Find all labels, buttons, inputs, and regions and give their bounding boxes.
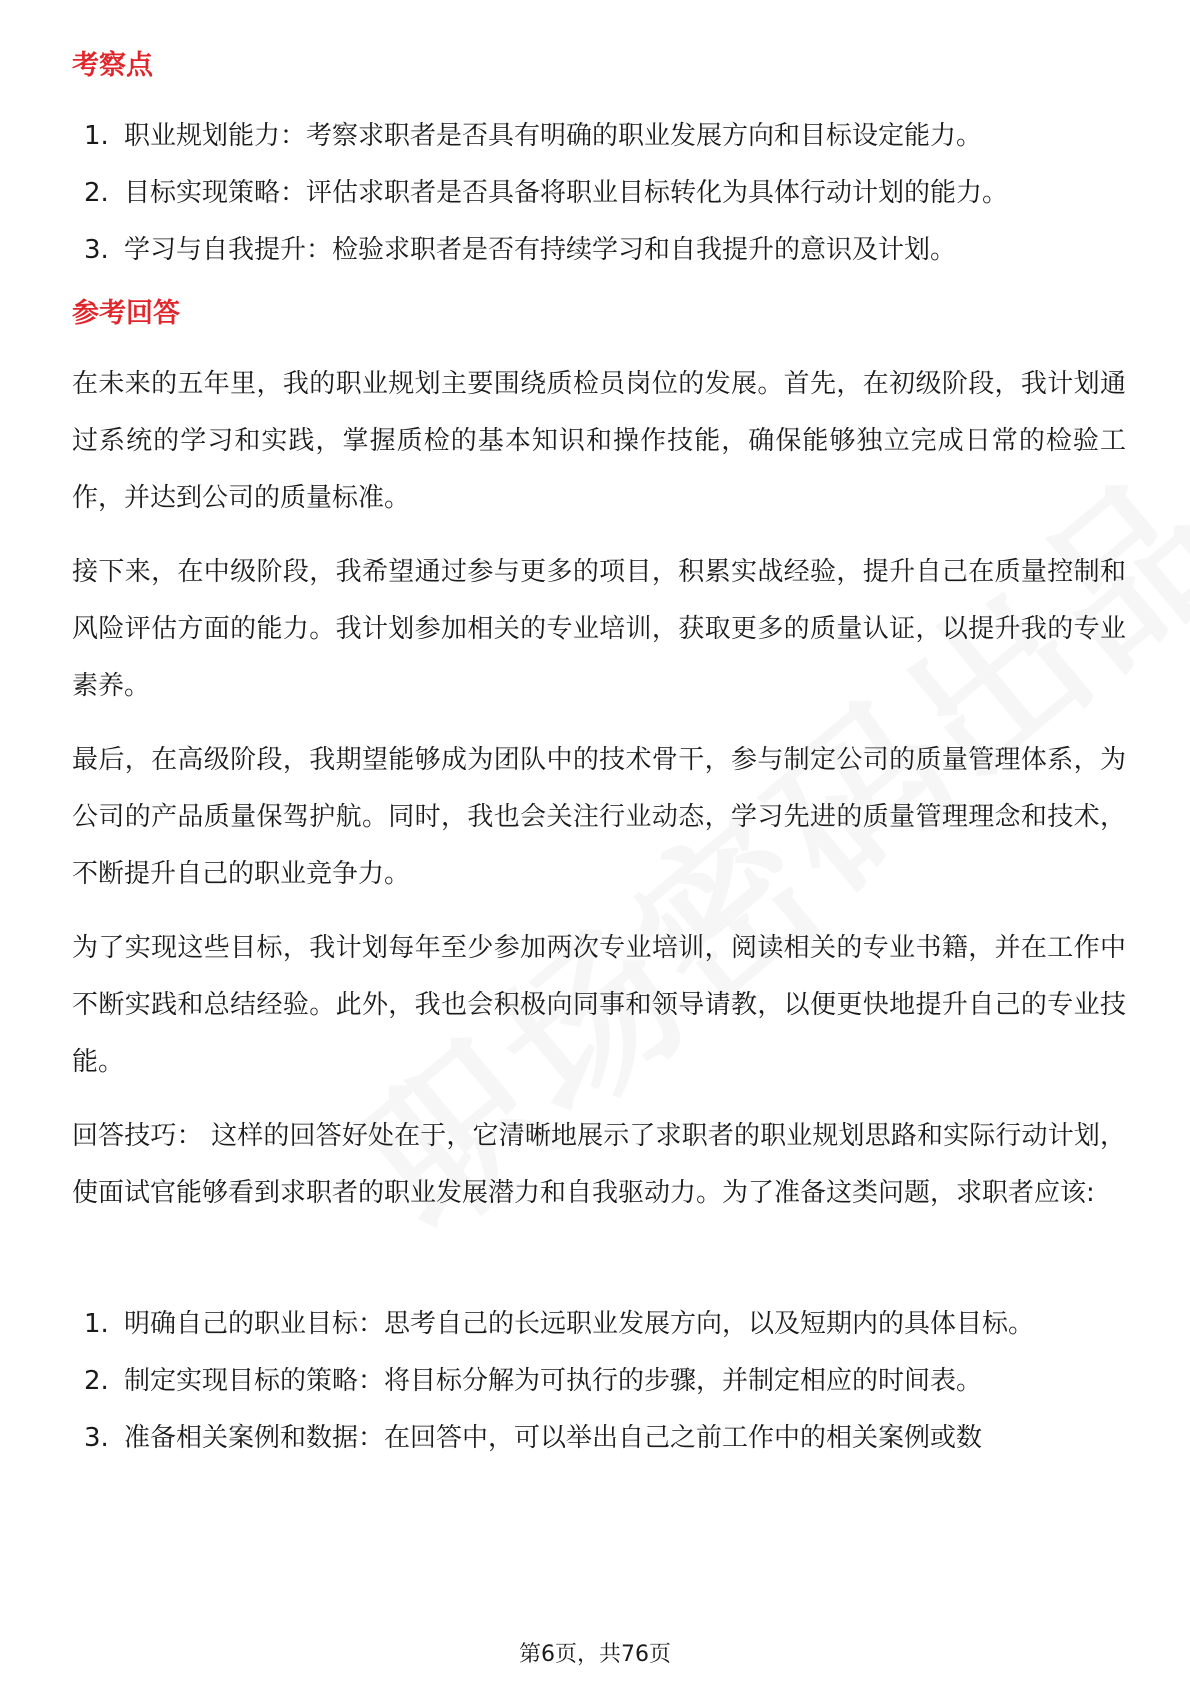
- answer-tips-list: [72, 1296, 1122, 1467]
- answer-paragraph-4: 为了实现这些目标，我计划每年至少参加两次专业培训，阅读相关的专业书籍，并在工作中不断实践和总结经验。此外，我也会积极向同事和领导请教，以便更快地提升自己的专业技能。: [72, 933, 1126, 1077]
- heading-reference-answer: 参考回答: [72, 298, 180, 329]
- answer-paragraph-3: 最后，在高级阶段，我期望能够成为团队中的技术骨干，参与制定公司的质量管理体系，为公司的产品质量保驾护航。同时，我也会关注行业动态，学习先进的质量管理理念和技术，不断提升自己的职业竞争力。: [72, 745, 1126, 889]
- answer-paragraph-1: 在未来的五年里，我的职业规划主要围绕质检员岗位的发展。首先，在初级阶段，我计划通过系统的学习和实践，掌握质检的基本知识和操作技能，确保能够独立完成日常的检验工作，并达到公司的质量标准。: [72, 369, 1126, 513]
- answer-tips-intro: 回答技巧： 这样的回答好处在于，它清晰地展示了求职者的职业规划思路和实际行动计划，使面试官能够看到求职者的职业发展潜力和自我驱动力。为了准备这类问题，求职者应该:: [72, 1121, 1126, 1208]
- list-item: 3. 准备相关案例和数据：在回答中，可以举出自己之前工作中的相关案例或数: [84, 1423, 983, 1453]
- exam-points-list: [72, 108, 1122, 279]
- page-number-footer: 第6页，共76页: [519, 1642, 671, 1667]
- list-item: 2. 目标实现策略：评估求职者是否具备将职业目标转化为具体行动计划的能力。: [84, 178, 1009, 208]
- list-item: 1. 明确自己的职业目标：思考自己的长远职业发展方向，以及短期内的具体目标。: [84, 1309, 1035, 1339]
- answer-paragraph-2: 接下来，在中级阶段，我希望通过参与更多的项目，积累实战经验，提升自己在质量控制和风险评估方面的能力。我计划参加相关的专业培训，获取更多的质量认证，以提升我的专业素养。: [72, 557, 1126, 701]
- list-item: 1. 职业规划能力：考察求职者是否具有明确的职业发展方向和目标设定能力。: [84, 121, 983, 151]
- list-item: 2. 制定实现目标的策略：将目标分解为可执行的步骤，并制定相应的时间表。: [84, 1366, 983, 1396]
- heading-exam-points: 考察点: [72, 50, 153, 81]
- list-item: 3. 学习与自我提升：检验求职者是否有持续学习和自我提升的意识及计划。: [84, 235, 957, 265]
